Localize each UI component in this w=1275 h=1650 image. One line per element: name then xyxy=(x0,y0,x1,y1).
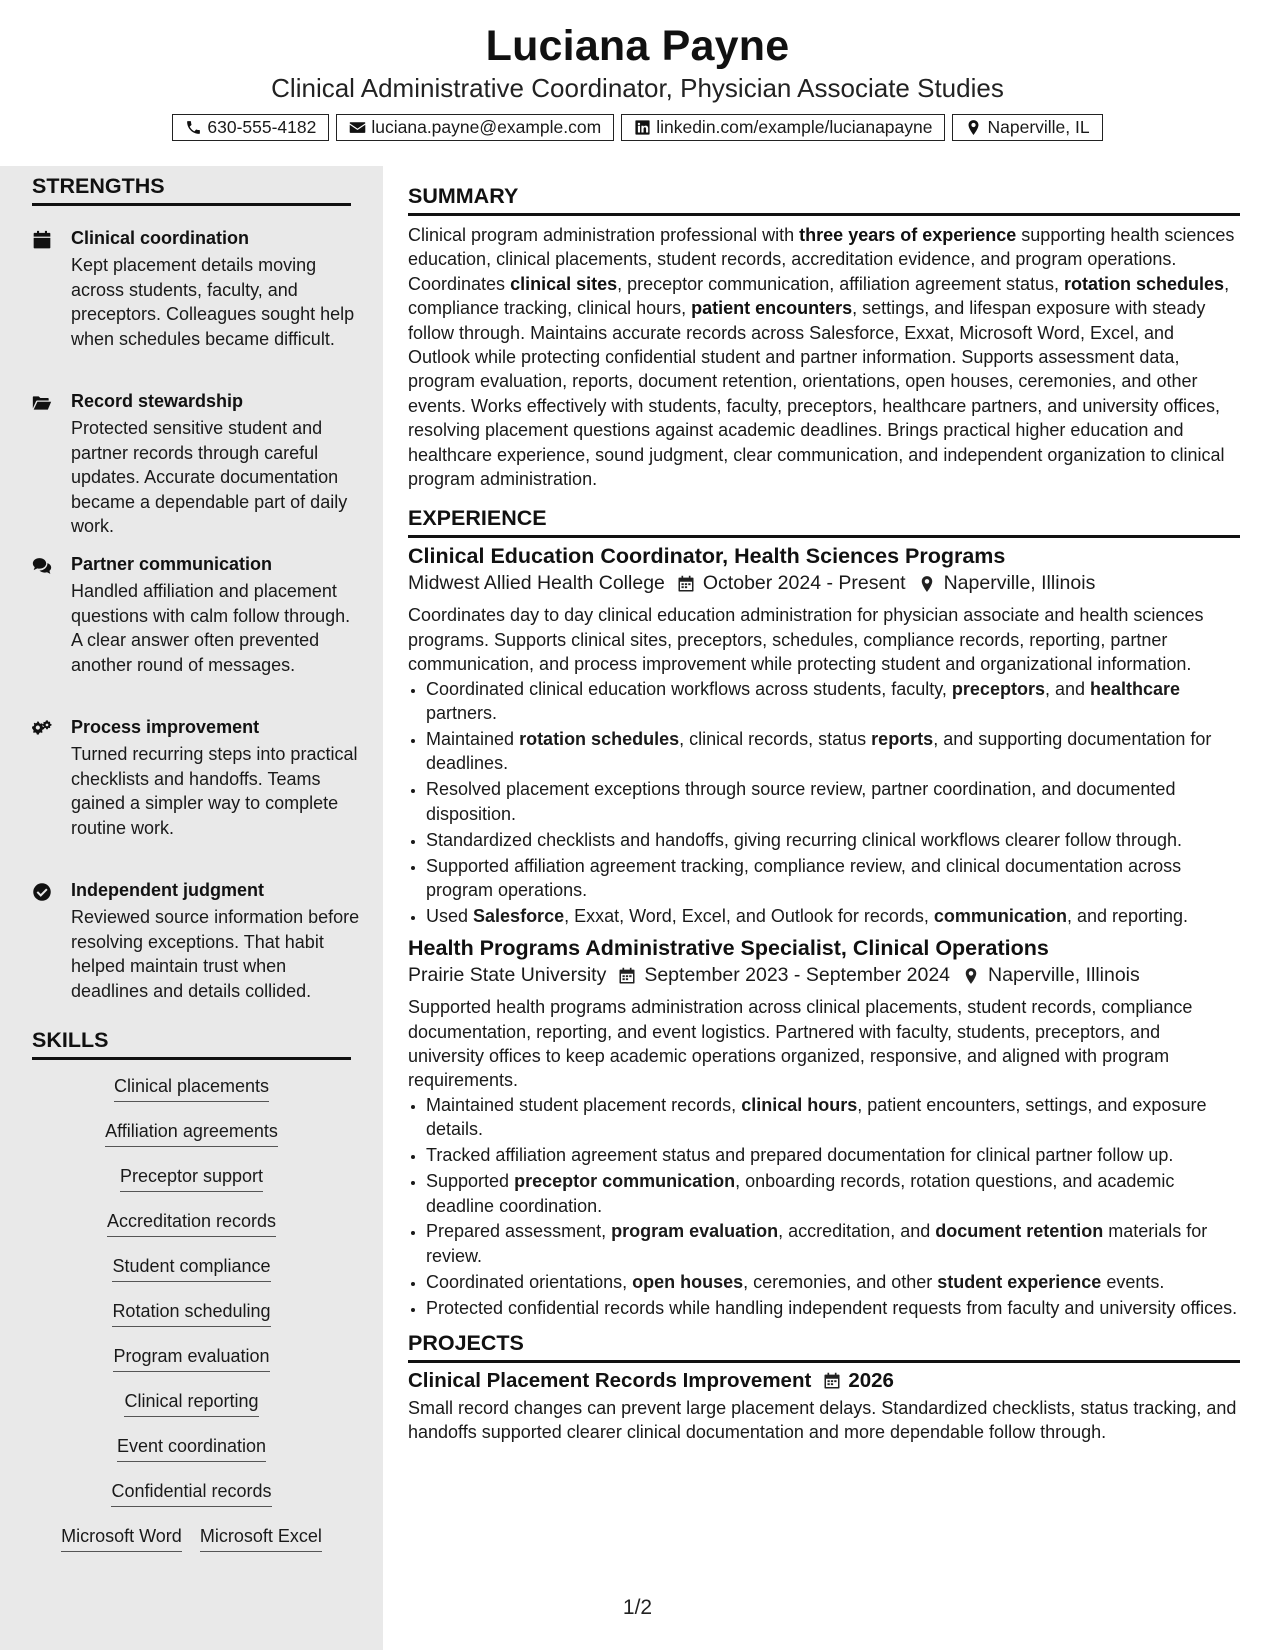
strength-desc: Reviewed source information before resolving exceptions. That habit helped maintain trust when deadlines and details collided. xyxy=(71,907,360,1001)
map-pin-icon xyxy=(918,575,936,593)
skill-tag: Microsoft Excel xyxy=(200,1524,322,1552)
text-run: Coordinated orientations, xyxy=(426,1271,633,1292)
calendar-icon xyxy=(823,1372,841,1390)
text-run: Maintained student placement records, xyxy=(426,1094,742,1115)
emphasis-text: preceptors xyxy=(951,678,1045,699)
text-run: Supported affiliation agreement tracking, compliance review, and clinical documentation across program operations. xyxy=(426,855,1182,900)
bullet-item xyxy=(426,677,1240,726)
map-pin-icon xyxy=(965,119,982,136)
strength-title: Process improvement xyxy=(71,717,260,737)
text-run: , and supporting documentation for deadlines. xyxy=(426,729,1212,774)
calendar-icon xyxy=(32,230,54,250)
contact-email[interactable] xyxy=(336,114,614,141)
emphasis-text: patient encounters xyxy=(691,298,853,319)
text-run: Prepared assessment, xyxy=(426,1221,612,1242)
skill-tag: Clinical reporting xyxy=(124,1389,258,1417)
summary-heading: SUMMARY xyxy=(408,184,1240,216)
calendar-icon xyxy=(677,575,695,593)
skill-tag: Rotation scheduling xyxy=(112,1299,270,1327)
job-meta xyxy=(408,964,1240,987)
skill-tag: Program evaluation xyxy=(113,1344,269,1372)
emphasis-text: rotation schedules xyxy=(1064,273,1225,294)
emphasis-text: clinical sites xyxy=(510,273,618,294)
skills-list xyxy=(32,1074,351,1569)
comments-icon xyxy=(32,556,54,576)
candidate-name: Luciana Payne xyxy=(485,22,790,70)
contact-phone-text: 630-555-4182 xyxy=(207,117,317,137)
emphasis-text: Salesforce xyxy=(473,905,565,926)
job-org: Midwest Allied Health College xyxy=(408,572,665,595)
job-org: Prairie State University xyxy=(408,964,607,987)
text-run: Resolved placement exceptions through source review, partner coordination, and documented disposition. xyxy=(426,779,1176,824)
skill-tag: Confidential records xyxy=(111,1479,271,1507)
emphasis-text: communication xyxy=(933,905,1067,926)
job-dates: September 2023 - September 2024 xyxy=(644,964,951,987)
skill-tag: Clinical placements xyxy=(114,1074,269,1102)
emphasis-text: rotation schedules xyxy=(519,729,680,749)
text-run: , and reporting. xyxy=(1066,905,1189,926)
bullet-item xyxy=(426,854,1240,903)
job-entry xyxy=(408,544,1240,928)
job-entry xyxy=(408,936,1240,1320)
page-number: 1/2 xyxy=(622,1596,653,1619)
envelope-icon xyxy=(349,119,366,136)
bullet-item xyxy=(426,1296,1240,1320)
project-description: Small record changes can prevent large placement delays. Standardized checklists, status tracking, and handoffs supported clearer clinical documentation and more dependable follow through. xyxy=(408,1398,1237,1443)
contact-linkedin-text: linkedin.com/example/lucianapayne xyxy=(656,117,933,137)
emphasis-text: program evaluation xyxy=(611,1221,779,1242)
strengths-heading: STRENGTHS xyxy=(32,174,351,206)
emphasis-text: reports xyxy=(871,729,934,749)
strength-desc: Kept placement details moving across students, faculty, and preceptors. Colleagues sought help when schedules became difficult. xyxy=(71,255,355,349)
contact-linkedin[interactable] xyxy=(621,114,945,141)
strength-desc: Protected sensitive student and partner records through careful updates. Accurate documentation became a dependable part of daily work. xyxy=(71,418,348,536)
text-run: Maintained xyxy=(426,729,520,749)
bullet-item xyxy=(426,1093,1240,1142)
gears-icon xyxy=(32,719,54,739)
job-title: Health Programs Administrative Specialist, Clinical Operations xyxy=(408,936,1049,961)
job-description: Supported health programs administration across clinical placements, student records, compliance documentation, reporting, and event logistics. Partnered with faculty, students, preceptors, and university offices to keep academic operations organized, responsive, and aligned with program requirements. xyxy=(408,997,1193,1091)
text-run: partners. xyxy=(426,703,498,724)
skill-tag: Affiliation agreements xyxy=(105,1119,278,1147)
bullet-item xyxy=(426,904,1240,928)
bullet-item xyxy=(426,1219,1240,1268)
job-location: Naperville, Illinois xyxy=(943,572,1096,595)
skill-tag: Event coordination xyxy=(117,1434,266,1462)
bullet-item xyxy=(426,777,1240,826)
contact-email-text: luciana.payne@example.com xyxy=(371,117,602,137)
candidate-title: Clinical Administrative Coordinator, Physician Associate Studies xyxy=(271,73,1004,103)
phone-icon xyxy=(185,119,202,136)
skill-tag: Accreditation records xyxy=(107,1209,276,1237)
job-bullets xyxy=(408,1093,1240,1320)
strength-desc: Handled affiliation and placement questions with calm follow through. A clear answer often prevented another round of messages. xyxy=(71,581,351,675)
contact-phone[interactable] xyxy=(172,114,329,141)
job-title: Clinical Education Coordinator, Health Sciences Programs xyxy=(408,544,1006,569)
skill-tag: Preceptor support xyxy=(120,1164,263,1192)
project-title-row xyxy=(408,1369,1240,1393)
project-year: 2026 xyxy=(848,1369,894,1393)
bullet-item xyxy=(426,1270,1240,1294)
resume-header xyxy=(0,0,1275,166)
summary-text xyxy=(408,223,1240,491)
job-dates: October 2024 - Present xyxy=(702,572,906,595)
text-run: Clinical program administration professional with xyxy=(408,225,800,245)
emphasis-text: healthcare xyxy=(1090,678,1181,699)
folder-open-icon xyxy=(32,393,54,413)
strength-title: Independent judgment xyxy=(71,880,264,900)
text-run: supporting health sciences education, clinical placements, student records, accreditation evidence, and program operations. Coordinates xyxy=(408,225,1235,294)
bullet-item xyxy=(426,727,1240,776)
strength-title: Clinical coordination xyxy=(71,228,250,248)
sidebar xyxy=(0,166,383,1650)
main-column xyxy=(408,166,1240,1445)
bullet-item xyxy=(426,828,1240,852)
text-run: , patient encounters, settings, and exposure details. xyxy=(426,1094,1207,1140)
contact-bar xyxy=(0,114,1275,141)
job-meta xyxy=(408,572,1240,595)
bullet-item xyxy=(426,1143,1240,1167)
bullet-item xyxy=(426,1169,1240,1218)
text-run: , clinical records, status xyxy=(679,729,872,749)
text-run: , accreditation, and xyxy=(778,1221,936,1242)
emphasis-text: preceptor communication xyxy=(514,1171,736,1192)
skill-tag: Microsoft Word xyxy=(61,1524,182,1552)
skill-tag: Student compliance xyxy=(112,1254,270,1282)
text-run: Supported xyxy=(426,1171,515,1192)
text-run: Coordinated clinical education workflows across students, faculty, xyxy=(426,678,952,699)
text-run: Protected confidential records while handling independent requests from faculty and university offices. xyxy=(426,1297,1238,1318)
emphasis-text: student experience xyxy=(937,1271,1102,1292)
emphasis-text: document retention xyxy=(935,1221,1104,1242)
emphasis-text: clinical hours xyxy=(741,1094,858,1115)
job-description: Coordinates day to day clinical education administration for physician associate and health sciences programs. Supports clinical sites, preceptors, schedules, compliance records, reporting, partner communication, and process improvement while protecting student and organizational information. xyxy=(408,605,1204,675)
text-run: events. xyxy=(1101,1271,1165,1292)
skills-heading: SKILLS xyxy=(32,1028,351,1060)
emphasis-text: open houses xyxy=(632,1271,744,1292)
experience-heading: EXPERIENCE xyxy=(408,506,1240,538)
emphasis-text: three years of experience xyxy=(799,225,1017,245)
project-entry xyxy=(408,1369,1240,1445)
job-bullets xyxy=(408,677,1240,929)
contact-location-text: Naperville, IL xyxy=(987,117,1090,137)
map-pin-icon xyxy=(962,967,980,985)
contact-location xyxy=(952,114,1102,141)
calendar-icon xyxy=(618,967,636,985)
text-run: , Exxat, Word, Excel, and Outlook for records, xyxy=(564,905,934,926)
text-run: , and xyxy=(1044,678,1091,699)
text-run: , onboarding records, rotation questions, and academic deadline coordination. xyxy=(426,1171,1175,1216)
check-circle-icon xyxy=(32,882,54,902)
text-run: , preceptor communication, affiliation agreement status, xyxy=(617,273,1065,294)
text-run: Standardized checklists and handoffs, giving recurring clinical workflows clearer follow through. xyxy=(426,829,1183,850)
text-run: materials for review. xyxy=(426,1221,1208,1266)
text-run: Used xyxy=(426,905,474,926)
text-run: , settings, and lifespan exposure with steady follow through. Maintains accurate records across Salesforce, Exxat, Microsoft Word, Excel, and Outlook while protecting confidential student and partner information. Supports assessment data, program evaluation, reports, document retention, orientations, open houses, ceremonies, and other events. Works effectively with students, faculty, preceptors, healthcare partners, and university offices, resolving placement questions against academic deadlines. Brings practical higher education and healthcare experience, sound judgment, clear communication, and independent organization to clinical program administration. xyxy=(408,298,1225,490)
text-run: Tracked affiliation agreement status and prepared documentation for clinical partner follow up. xyxy=(426,1145,1174,1166)
strength-title: Record stewardship xyxy=(71,391,244,411)
projects-heading: PROJECTS xyxy=(408,1331,1240,1363)
text-run: , ceremonies, and other xyxy=(743,1271,938,1292)
strength-desc: Turned recurring steps into practical checklists and handoffs. Teams gained a simpler way to complete routine work. xyxy=(71,744,358,838)
linkedin-icon xyxy=(634,119,651,136)
text-run: , compliance tracking, clinical hours, xyxy=(408,273,1230,319)
project-title: Clinical Placement Records Improvement xyxy=(408,1369,812,1393)
job-location: Naperville, Illinois xyxy=(988,964,1140,987)
strength-title: Partner communication xyxy=(71,554,273,574)
